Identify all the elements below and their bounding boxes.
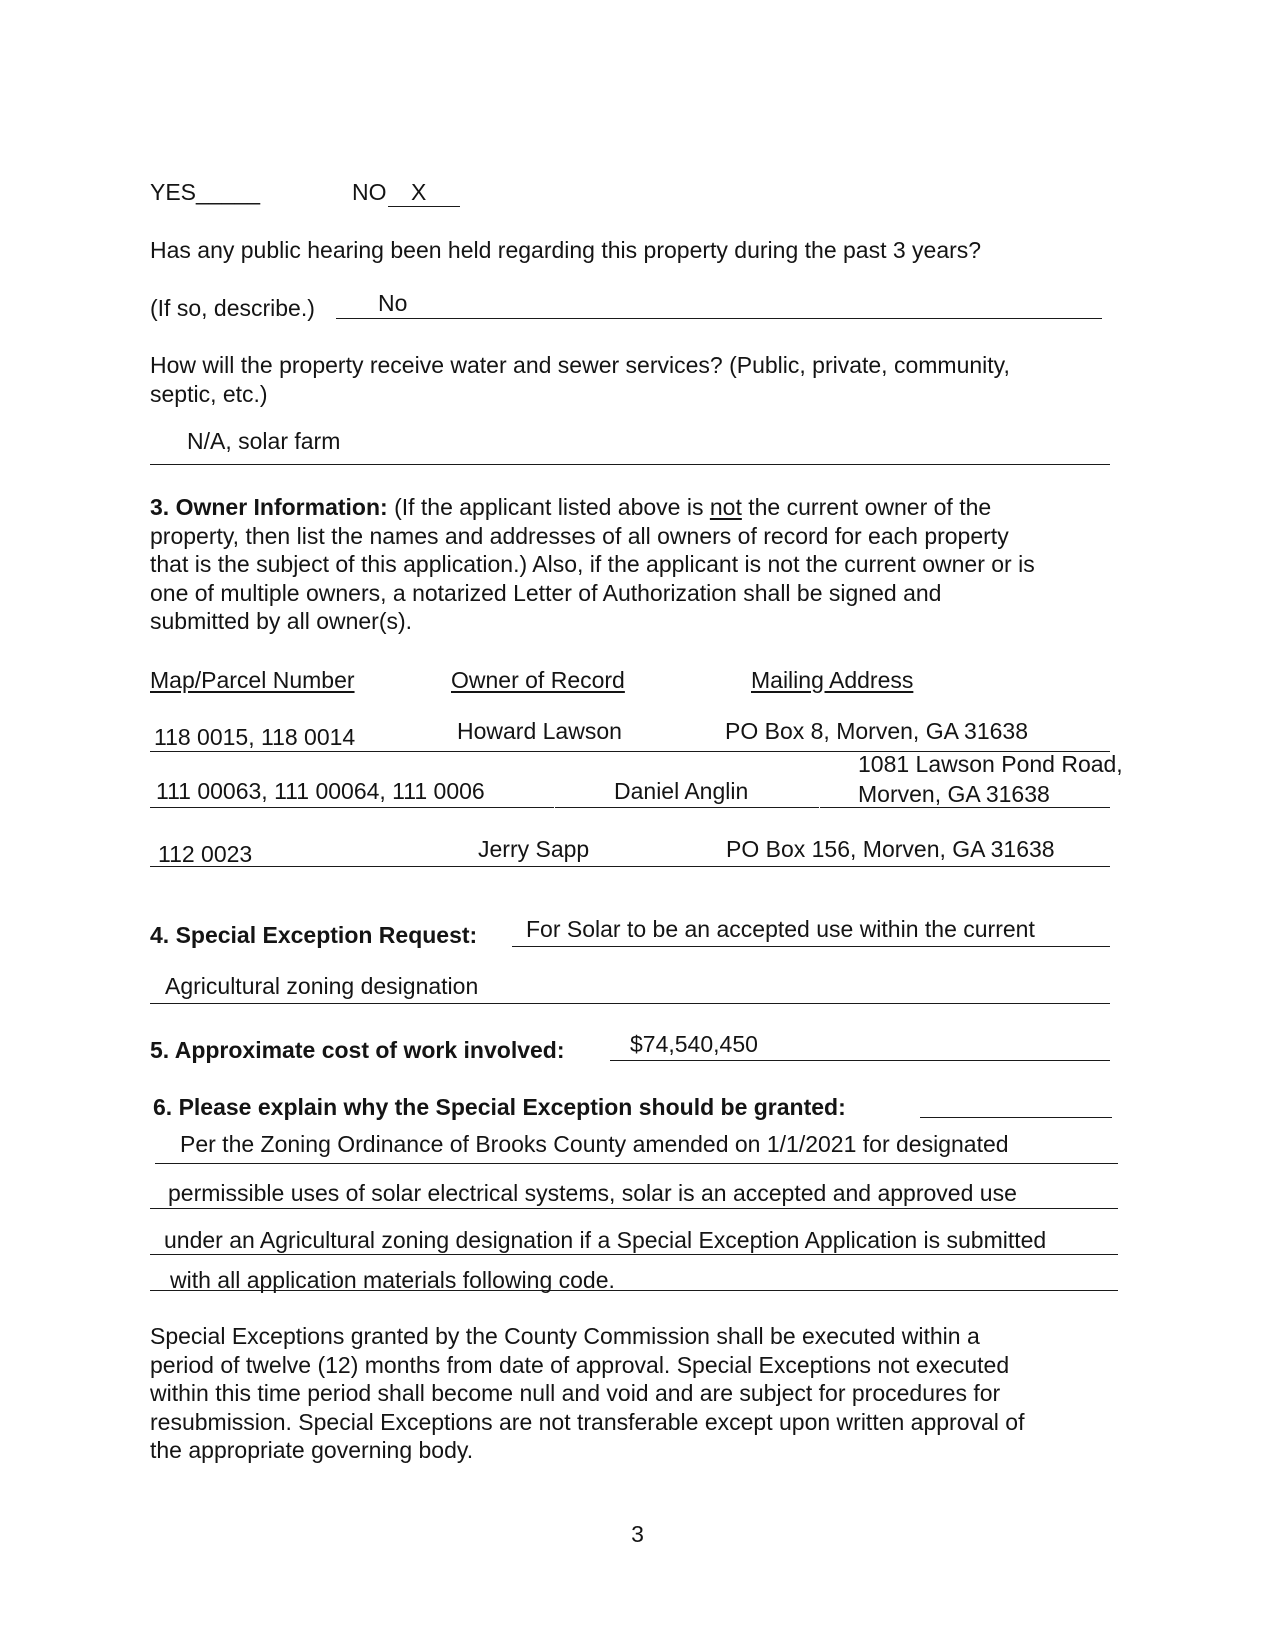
row2-address-line2[interactable]: Morven, GA 31638: [858, 781, 1050, 807]
closing-line1: Special Exceptions granted by the County Commission shall be executed within a: [150, 1323, 980, 1349]
hearing-describe-value[interactable]: No: [378, 290, 408, 316]
water-answer-value[interactable]: N/A, solar farm: [187, 428, 341, 454]
row3-owner[interactable]: Jerry Sapp: [478, 836, 590, 862]
owner-info-line5: submitted by all owner(s).: [150, 608, 413, 635]
cost-value[interactable]: $74,540,450: [630, 1031, 758, 1057]
yes-label: [150, 178, 260, 206]
closing-line5: the appropriate governing body.: [150, 1437, 474, 1464]
closing-line4: resubmission. Special Exceptions are not transferable except upon written approval of: [150, 1408, 1025, 1435]
explain-value-line1[interactable]: Per the Zoning Ordinance of Brooks County amended on 1/1/2021 for designated: [180, 1131, 1009, 1157]
special-exception-line2: [150, 1003, 1110, 1004]
page-number: 3: [631, 1521, 644, 1547]
hearing-describe-line: [336, 318, 1102, 319]
yes-blank: _____: [196, 179, 260, 205]
water-question-line2: septic, etc.): [150, 381, 268, 407]
row2-owner[interactable]: Daniel Anglin: [614, 778, 749, 804]
cost-line: [610, 1060, 1110, 1061]
no-answer-value[interactable]: X: [411, 179, 427, 205]
owner-info-line1: [150, 493, 1125, 522]
explain-value-line4[interactable]: with all application materials following code.: [170, 1267, 615, 1293]
owner-info-heading: 3. Owner Information:: [150, 494, 388, 520]
water-answer-line: [150, 464, 1110, 465]
hearing-question: Has any public hearing been held regarding this property during the past 3 years?: [150, 237, 982, 263]
row2-address-line: [820, 807, 1110, 808]
owner-info-text-b: the current owner of the: [741, 494, 992, 520]
special-exception-value-line1[interactable]: For Solar to be an accepted use within the current: [526, 916, 1035, 942]
cost-heading: 5. Approximate cost of work involved:: [150, 1037, 565, 1063]
explain-value-line2[interactable]: permissible uses of solar electrical systems, solar is an accepted and approved use: [168, 1180, 1017, 1206]
column-header-owner: Owner of Record: [451, 667, 625, 693]
owner-info-paragraph: [150, 493, 1125, 636]
row3-address[interactable]: PO Box 156, Morven, GA 31638: [726, 836, 1055, 862]
special-exception-line1: [512, 946, 1110, 947]
row2-parcel-line: [150, 807, 554, 808]
explain-heading-line: [920, 1117, 1112, 1118]
explain-value-line3[interactable]: under an Agricultural zoning designation if a Special Exception Application is submitted: [164, 1227, 1047, 1253]
explain-heading: 6. Please explain why the Special Exception should be granted:: [153, 1094, 846, 1120]
hearing-describe-label: (If so, describe.): [150, 295, 315, 321]
closing-line2: period of twelve (12) months from date of approval. Special Exceptions not executed: [150, 1351, 1010, 1378]
row2-owner-line: [555, 807, 819, 808]
explain-line3: [150, 1254, 1118, 1255]
column-header-address: Mailing Address: [751, 667, 914, 693]
closing-line3: within this time period shall become null and void and are subject for procedures for: [150, 1380, 1001, 1407]
owner-info-line2: property, then list the names and addresses of all owners of record for each property: [150, 522, 1009, 549]
column-header-parcel: Map/Parcel Number: [150, 667, 355, 693]
row1-owner[interactable]: Howard Lawson: [457, 718, 622, 744]
row3-parcel[interactable]: 112 0023: [158, 841, 253, 867]
row2-parcel[interactable]: 111 00063, 111 00064, 111 0006: [156, 778, 485, 804]
water-question-line1: How will the property receive water and sewer services? (Public, private, community,: [150, 352, 1010, 378]
owner-info-not: not: [709, 494, 742, 520]
owner-info-text-a: (If the applicant listed above is: [387, 494, 710, 520]
row1-address[interactable]: PO Box 8, Morven, GA 31638: [725, 718, 1028, 744]
owner-info-line4: one of multiple owners, a notarized Letter of Authorization shall be signed and: [150, 579, 942, 606]
closing-paragraph: [150, 1322, 1125, 1465]
no-label: NO: [352, 179, 387, 205]
row3-line: [150, 866, 1110, 867]
special-exception-value-line2[interactable]: Agricultural zoning designation: [165, 973, 479, 999]
row1-parcel[interactable]: 118 0015, 118 0014: [154, 724, 356, 750]
special-exception-heading: 4. Special Exception Request:: [150, 922, 478, 948]
row2-address-line1[interactable]: 1081 Lawson Pond Road,: [858, 751, 1123, 777]
owner-info-line3: that is the subject of this application.) Also, if the applicant is not the current owner or is: [150, 551, 1035, 578]
explain-line1: [155, 1163, 1118, 1164]
no-answer-line: [388, 206, 460, 207]
yes-text: YES: [150, 179, 197, 205]
explain-line2: [150, 1208, 1118, 1209]
